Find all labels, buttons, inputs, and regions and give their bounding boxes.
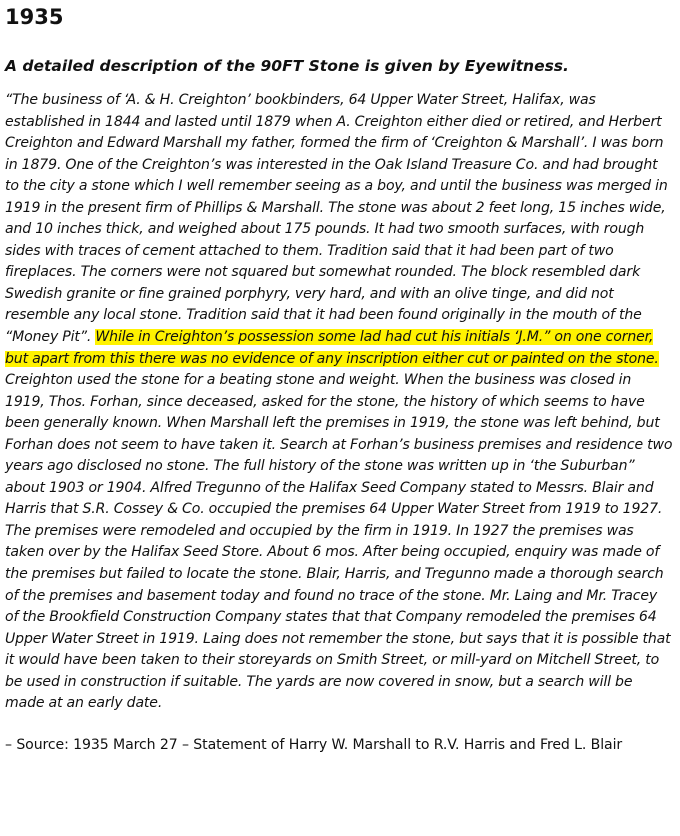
section-subtitle: A detailed description of the 90FT Stone is given by Eyewitness. <box>5 57 569 75</box>
highlighted-passage: While in Creighton’s possession some lad had cut his initials ‘J.M.” on one corner, but apart from this there was no evidence of any inscription either cut or painted on the stone. <box>5 329 659 367</box>
document-page <box>5 0 673 756</box>
statement-text-after-highlight: Creighton used the stone for a beating stone and weight. When the business was closed in 1919, Thos. Forhan, since deceased, asked for the stone, the history of which seems to have been generally known. When Marshall left the premises in 1919, the stone was left behind, but Forhan does not seem to have taken it. Search at Forhan’s business premises and residence two years ago disclosed no stone. The full history of the stone was written up in ‘the Suburban” about 1903 or 1904. Alfred Tregunno of the Halifax Seed Company stated to Messrs. Blair and Harris that S.R. Cossey & Co. occupied the premises 64 Upper Water Street from 1919 to 1927. The premises were remodeled and occupied by the firm in 1919. In 1927 the premises was taken over by the Halifax Seed Store. About 6 mos. After being occupied, enquiry was made of the premises but failed to locate the stone. Blair, Harris, and Tregunno made a thorough search of the premises and basement today and found no trace of the stone. Mr. Laing and Mr. Tracey of the Brookfield Construction Company states that that Company remodeled the premises 64 Upper Water Street in 1919. Laing does not remember the stone, but says that it is possible that it would have been taken to their storeyards on Smith Street, or mill-yard on Mitchell Street, to be used in construction if suitable. The yards are now covered in snow, but a search will be made at an early date. <box>5 372 673 712</box>
eyewitness-statement <box>5 90 673 715</box>
year-heading: 1935 <box>5 5 64 29</box>
source-citation: – Source: 1935 March 27 – Statement of Harry W. Marshall to R.V. Harris and Fred L. Blair <box>5 736 623 753</box>
statement-text-before-highlight: “The business of ‘A. & H. Creighton’ bookbinders, 64 Upper Water Street, Halifax, was established in 1844 and lasted until 1879 when A. Creighton either died or retired, and Herbert Creighton and Edward Marshall my father, formed the firm of ‘Creighton & Marshall’. I was born in 1879. One of the Creighton’s was interested in the Oak Island Treasure Co. and had brought to the city a stone which I well remember seeing as a boy, and until the business was merged in 1919 in the present firm of Phillips & Marshall. The stone was about 2 feet long, 15 inches wide, and 10 inches thick, and weighed about 175 pounds. It had two smooth surfaces, with rough sides with traces of cement attached to them. Tradition said that it had been part of two fireplaces. The corners were not squared but somewhat rounded. The block resembled dark Swedish granite or fine grained porphyry, very hard, and with an olive tinge, and did not resemble any local stone. Tradition said that it had been found originally in the mouth of the “Money Pit”. <box>5 92 668 346</box>
